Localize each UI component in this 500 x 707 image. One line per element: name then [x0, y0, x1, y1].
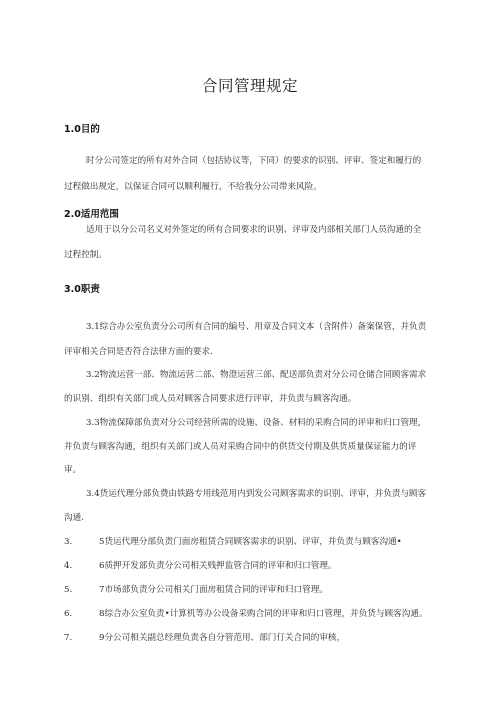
list-item-text: 6质押开发部负责分公司相关贱押监管合同的评审和归口管理。 [99, 561, 337, 571]
paragraph-line: 3.4货运代理分部负费由铁路专用线范用内到发公司顾客需求的识别、评审，并负责与顾客 [86, 489, 427, 499]
section-heading-responsibilities: 3.0职责 [64, 284, 100, 295]
list-item-number: 5. [64, 585, 73, 595]
paragraph-line: 3.3物流保障部负责对分公司经营所需的设施、设备、材料的采购合同的评审和归口管理， [86, 418, 427, 428]
list-item-number: 4. [64, 561, 73, 571]
paragraph-line: 的识别、组织有关部门或人员对顾客合同要求进行评审，并负责与顾客沟通。 [64, 394, 357, 404]
section-heading-scope: 2.0适用范围 [64, 209, 119, 220]
paragraph-line: 适用于以分公司名义对外签定的所有合同要求的识别、评审及内部相关部门人员沟通的全 [86, 225, 422, 235]
section-heading-purpose: 1.0目的 [64, 124, 100, 135]
paragraph-line: 过程控制。 [64, 250, 107, 260]
list-item-number: 7. [64, 633, 73, 643]
paragraph-line: 沟通. [64, 513, 84, 523]
document-title: 合同管理规定 [201, 77, 298, 95]
paragraph-line: 评审相关合同是否符合法律方面的要求. [64, 347, 213, 357]
list-item-text: 7市场部负责分公司相关门面房租赁合同的评审和归口管理。 [99, 585, 328, 595]
list-item-number: 3. [64, 537, 73, 547]
paragraph-line: 时分公司签定的所有对外合同（包括协议等，下同）的要求的识别、评审、签定和履行的 [86, 156, 422, 166]
paragraph-line: 审。 [64, 465, 82, 475]
paragraph-line: 3.2物流运营一部、物流运营二部、物澄运营三部、配送部负责对分公司仓储合同顾客需求 [86, 370, 427, 380]
paragraph-line: 3.1综合办公室负责分公司所有合同的编号、用章及合同文本（含附件）备案保管，并负责 [86, 322, 427, 332]
list-item-text: 8综合办公室负责•计算机等办公设备采购合同的评审和归口管理，并负货与顾客沟通。 [99, 609, 428, 619]
list-item-text: 9分公司相关副总经理负责各自分管范用、部门仃关合同的审核， [99, 633, 346, 643]
paragraph-line: 过程做出规定，以保证合同可以顺利履行，不给我分公司带来风险。 [64, 182, 322, 192]
list-item-number: 6. [64, 609, 73, 619]
list-item-text: 5货运代理分部负责门面房租赁合同顾客需求的识别、评审，并负责与顾客沟通• [99, 537, 402, 547]
paragraph-line: 并负责与顾客沟通，组织有关部门或人员对采购合同中的供货交付期及供货质量保证能力的评 [64, 442, 417, 452]
